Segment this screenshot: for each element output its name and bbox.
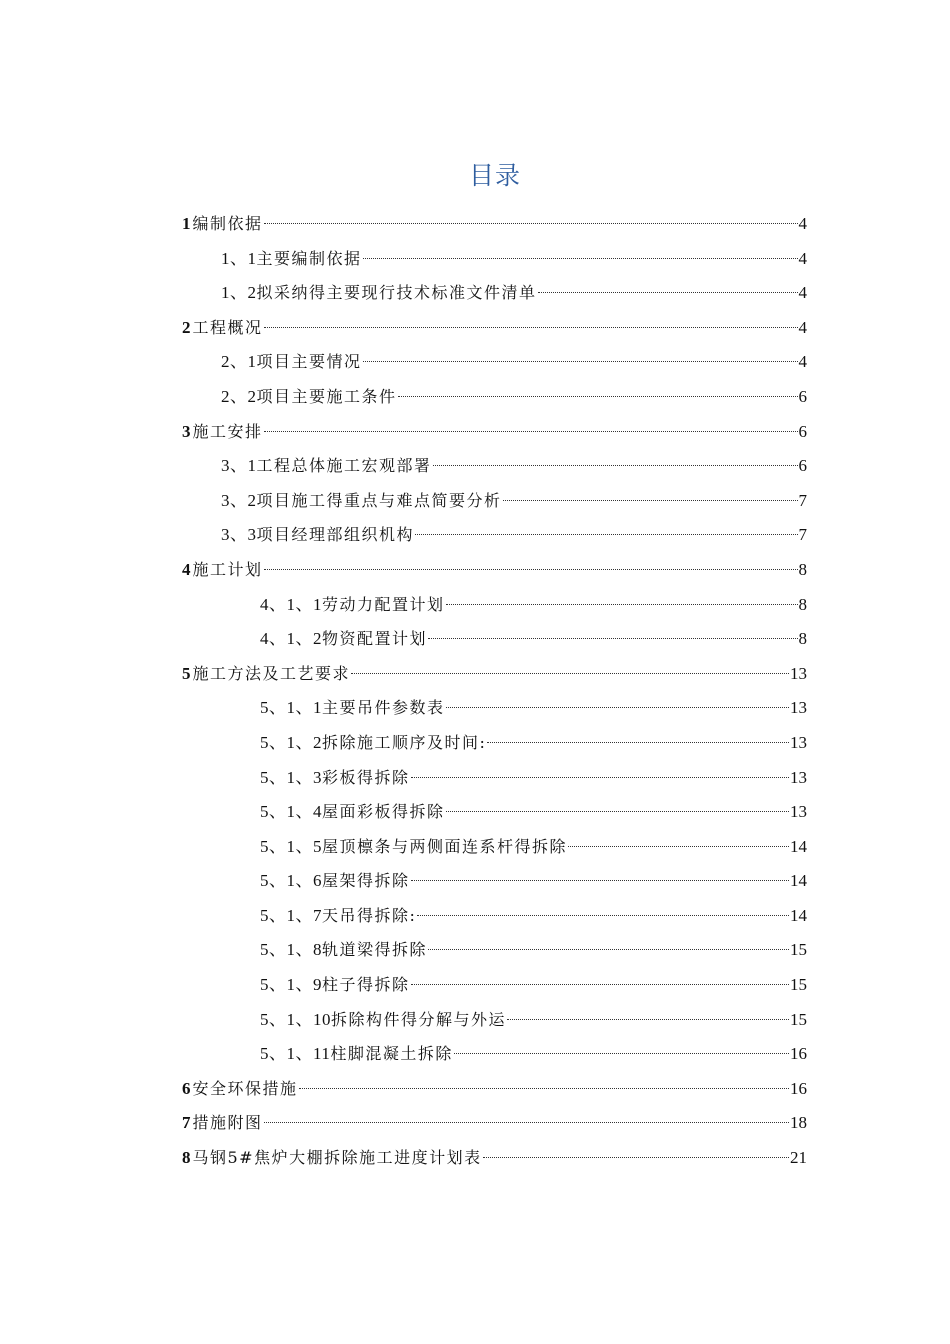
toc-entry-section-number: 5、1、7 [260, 905, 322, 925]
toc-entry-number: 7 [182, 1113, 191, 1133]
toc-entry-title: 拟采纳得主要现行技术标准文件清单 [256, 283, 537, 303]
toc-entry[interactable] [182, 484, 807, 519]
toc-dot-leader [411, 880, 789, 881]
toc-entry-title: 拆除构件得分解与外运 [331, 1009, 507, 1029]
toc-dot-leader [264, 569, 798, 570]
toc-page-number: 14 [790, 905, 807, 925]
toc-dot-leader [507, 1019, 789, 1020]
toc-entry-title: 轨道梁得拆除 [322, 940, 428, 960]
toc-entry-section-number: 5、1、1 [260, 698, 322, 718]
toc-entry-section-number: 3、3 [221, 525, 257, 545]
toc-dot-leader [363, 361, 798, 362]
toc-page-number: 15 [790, 1009, 807, 1029]
toc-dot-leader [411, 984, 789, 985]
toc-entry[interactable] [182, 657, 807, 692]
toc-dot-leader [446, 707, 789, 708]
toc-entry[interactable] [182, 588, 807, 623]
toc-entry-section-number: 5、1、5 [260, 836, 322, 856]
toc-entry-section-number: 4、1、1 [260, 594, 322, 614]
toc-entry-title: 柱脚混凝土拆除 [330, 1044, 453, 1064]
toc-page-number: 4 [798, 214, 807, 233]
toc-entry-number: 8 [182, 1148, 191, 1168]
toc-entry[interactable] [182, 345, 807, 380]
toc-page-number: 4 [798, 248, 807, 268]
toc-entry[interactable] [182, 933, 807, 968]
toc-entry[interactable] [182, 864, 807, 899]
toc-entry-title: 工程概况 [192, 317, 263, 337]
toc-page-number: 7 [798, 525, 807, 545]
toc-entry[interactable] [182, 1003, 807, 1038]
toc-entry-title: 物资配置计划 [322, 629, 428, 649]
toc-page-number: 8 [798, 629, 807, 649]
toc-page-number: 18 [790, 1113, 807, 1133]
toc-dot-leader [299, 1088, 789, 1089]
toc-dot-leader [428, 949, 789, 950]
toc-page-number: 13 [790, 767, 807, 787]
toc-dot-leader [538, 292, 798, 293]
toc-dot-leader [454, 1053, 789, 1054]
toc-entry-title: 项目经理部组织机构 [256, 525, 415, 545]
toc-entry-title: 主要吊件参数表 [322, 698, 445, 718]
toc-page-number: 21 [790, 1148, 807, 1168]
toc-entry-section-number: 1、1 [221, 248, 257, 268]
toc-entry-section-number: 5、1、11 [260, 1044, 331, 1064]
toc-page-number: 16 [790, 1078, 807, 1098]
toc-entry-section-number: 2、1 [221, 352, 257, 372]
toc-dot-leader [411, 777, 789, 778]
toc-entry-title: 编制依据 [192, 214, 263, 233]
toc-entry-section-number: 5、1、9 [260, 975, 322, 995]
toc-entry-number: 2 [182, 317, 191, 337]
toc-entry-title: 马钢5#焦炉大棚拆除施工进度计划表 [192, 1148, 482, 1168]
toc-entry[interactable] [182, 449, 807, 484]
toc-entry[interactable] [182, 276, 807, 311]
toc-dot-leader [483, 1157, 789, 1158]
toc-entry-title: 施工安排 [192, 421, 263, 441]
toc-entry[interactable] [182, 1106, 807, 1141]
toc-page-number: 7 [798, 490, 807, 510]
toc-entry[interactable] [182, 1037, 807, 1072]
toc-dot-leader [351, 673, 789, 674]
toc-entry-number: 4 [182, 559, 191, 579]
toc-entry-title: 彩板得拆除 [322, 767, 410, 787]
toc-entry-title: 天吊得拆除: [322, 905, 417, 925]
toc-entry-number: 1 [182, 214, 191, 233]
toc-list [182, 207, 807, 1176]
toc-entry[interactable] [182, 207, 807, 242]
toc-dot-leader [433, 465, 798, 466]
toc-page-number: 6 [798, 456, 807, 476]
toc-dot-leader [264, 431, 798, 432]
toc-dot-leader [264, 223, 798, 224]
toc-dot-leader [264, 1122, 789, 1123]
toc-dot-leader [363, 258, 798, 259]
toc-entry[interactable] [182, 691, 807, 726]
toc-entry[interactable] [182, 242, 807, 277]
toc-page-number: 14 [790, 836, 807, 856]
toc-entry-section-number: 5、1、3 [260, 767, 322, 787]
toc-page-number: 4 [798, 352, 807, 372]
toc-entry-section-number: 5、1、8 [260, 940, 322, 960]
toc-entry[interactable] [182, 968, 807, 1003]
toc-page-number: 4 [798, 283, 807, 303]
toc-page-number: 15 [790, 975, 807, 995]
toc-entry[interactable] [182, 415, 807, 450]
toc-page-number: 15 [790, 940, 807, 960]
toc-dot-leader [264, 327, 798, 328]
toc-page-number: 8 [798, 559, 807, 579]
toc-entry-title: 屋顶檩条与两侧面连系杆得拆除 [322, 836, 568, 856]
toc-entry-title: 项目施工得重点与难点简要分析 [256, 490, 502, 510]
toc-page-number: 4 [798, 317, 807, 337]
toc-entry[interactable] [182, 761, 807, 796]
toc-entry-title: 施工方法及工艺要求 [192, 663, 351, 683]
toc-entry-title: 项目主要情况 [256, 352, 362, 372]
toc-entry-title: 项目主要施工条件 [256, 386, 397, 406]
toc-entry[interactable] [182, 1141, 807, 1176]
toc-dot-leader [415, 534, 797, 535]
toc-entry[interactable] [182, 311, 807, 346]
toc-page-number: 16 [790, 1044, 807, 1064]
toc-entry-section-number: 3、2 [221, 490, 257, 510]
toc-entry-title: 措施附图 [192, 1113, 263, 1133]
toc-entry-section-number: 5、1、4 [260, 802, 322, 822]
toc-page-number: 8 [798, 594, 807, 614]
toc-entry-section-number: 5、1、10 [260, 1009, 331, 1029]
toc-page-number: 6 [798, 421, 807, 441]
toc-entry[interactable] [182, 795, 807, 830]
toc-page-number: 14 [790, 871, 807, 891]
toc-entry-title: 工程总体施工宏观部署 [256, 456, 432, 476]
toc-page-number: 13 [790, 732, 807, 752]
toc-entry[interactable] [182, 622, 807, 657]
toc-page-number: 13 [790, 663, 807, 683]
toc-entry-section-number: 1、2 [221, 283, 257, 303]
toc-entry-title: 劳动力配置计划 [322, 594, 445, 614]
toc-dot-leader [568, 846, 789, 847]
toc-page-number: 13 [790, 802, 807, 822]
toc-entry[interactable] [182, 830, 807, 865]
toc-entry-title: 拆除施工顺序及时间: [322, 732, 487, 752]
toc-entry-title: 屋面彩板得拆除 [322, 802, 445, 822]
toc-entry-title: 主要编制依据 [256, 248, 362, 268]
toc-dot-leader [446, 604, 798, 605]
toc-entry[interactable] [182, 899, 807, 934]
toc-entry-section-number: 5、1、6 [260, 871, 322, 891]
toc-entry-title: 安全环保措施 [192, 1078, 298, 1098]
toc-entry[interactable] [182, 518, 807, 553]
toc-dot-leader [503, 500, 798, 501]
toc-entry-section-number: 3、1 [221, 456, 257, 476]
toc-entry-section-number: 4、1、2 [260, 629, 322, 649]
toc-entry[interactable] [182, 1072, 807, 1107]
toc-entry-title: 屋架得拆除 [322, 871, 410, 891]
toc-dot-leader [428, 638, 797, 639]
toc-entry-number: 6 [182, 1078, 191, 1098]
toc-dot-leader [398, 396, 798, 397]
toc-page-number: 13 [790, 698, 807, 718]
toc-entry-title: 施工计划 [192, 559, 263, 579]
toc-dot-leader [487, 742, 789, 743]
toc-entry[interactable] [182, 726, 807, 761]
toc-entry[interactable] [182, 380, 807, 415]
toc-entry-title: 柱子得拆除 [322, 975, 410, 995]
toc-entry-number: 5 [182, 663, 191, 683]
toc-entry-section-number: 2、2 [221, 386, 257, 406]
toc-dot-leader [446, 811, 789, 812]
toc-page-number: 6 [798, 386, 807, 406]
toc-entry-number: 3 [182, 421, 191, 441]
toc-dot-leader [417, 915, 789, 916]
toc-entry-section-number: 5、1、2 [260, 732, 322, 752]
toc-title: 目录 [468, 161, 521, 190]
toc-entry[interactable] [182, 553, 807, 588]
